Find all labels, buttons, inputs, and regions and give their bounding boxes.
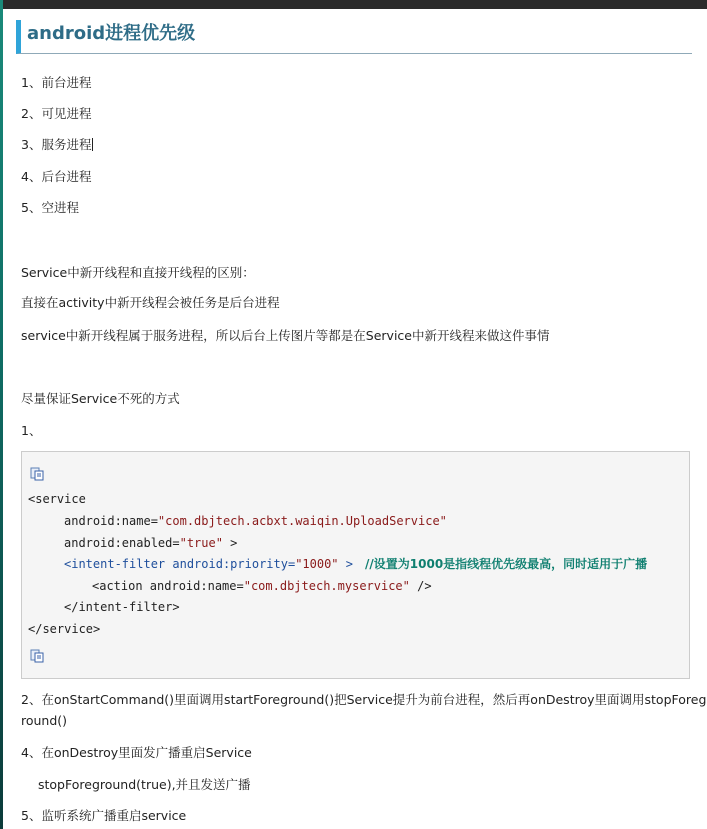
code-line-1: <service (28, 492, 86, 506)
keep-alive-item-4-detail: stopForeground(true),并且发送广播 (38, 777, 251, 792)
code-line-2 (64, 513, 447, 529)
top-bar (0, 0, 707, 9)
keep-alive-item-1: 1、 (21, 423, 42, 438)
code-string: "1000" (295, 557, 339, 571)
post-title: android进程优先级 (16, 20, 692, 54)
keep-alive-item-2-line-2: round() (21, 713, 68, 728)
left-edge-decoration (0, 0, 3, 829)
priority-item-1: 1、前台进程 (21, 75, 92, 90)
keep-alive-item-4: 4、在onDestroy里面发广播重启Service (21, 745, 252, 760)
priority-item-4: 4、后台进程 (21, 169, 92, 184)
code-punct: > (338, 557, 353, 571)
code-string: "com.dbjtech.myservice" (243, 579, 410, 593)
priority-item-3-text: 3、服务进程 (21, 137, 92, 152)
copy-code-icon-bottom[interactable] (30, 649, 44, 663)
code-string: "true" (179, 536, 223, 550)
code-block (21, 451, 690, 679)
code-comment: //设置为1000是指线程优先级最高，同时适用于广播 (365, 557, 648, 571)
code-attr: <action android:name= (92, 579, 244, 593)
thread-section-heading: Service中新开线程和直接开线程的区别： (21, 265, 255, 280)
thread-section-paragraph-2: service中新开线程属于服务进程，所以后台上传图片等都是在Service中新开线程来做这件事情 (21, 328, 550, 343)
priority-item-2: 2、可见进程 (21, 106, 92, 121)
code-string: "com.dbjtech.acbxt.waiqin.UploadService" (157, 514, 447, 528)
code-tag: <intent-filter android:priority= (64, 557, 296, 571)
code-punct: > (222, 536, 238, 550)
code-attr: android:enabled= (64, 536, 180, 550)
code-line-5 (92, 578, 432, 594)
keep-alive-heading: 尽量保证Service不死的方式 (21, 391, 180, 406)
code-punct: /> (409, 579, 432, 593)
code-line-7: </service> (28, 622, 101, 636)
thread-section-paragraph-1: 直接在activity中新开线程会被任务是后台进程 (21, 295, 280, 310)
text-cursor (92, 138, 93, 151)
keep-alive-item-5: 5、监听系统广播重启service (21, 808, 187, 823)
code-line-3 (64, 535, 237, 551)
priority-item-3 (21, 136, 93, 154)
copy-code-icon[interactable] (30, 467, 44, 481)
keep-alive-item-2-line-1: 2、在onStartCommand()里面调用startForeground()把Service提升为前台进程，然后再onDestroy里面调用stopForeg (21, 692, 707, 707)
code-line-6: </intent-filter> (64, 600, 180, 614)
priority-item-5: 5、空进程 (21, 200, 79, 215)
code-attr: android:name= (64, 514, 158, 528)
code-line-4 (64, 556, 647, 572)
